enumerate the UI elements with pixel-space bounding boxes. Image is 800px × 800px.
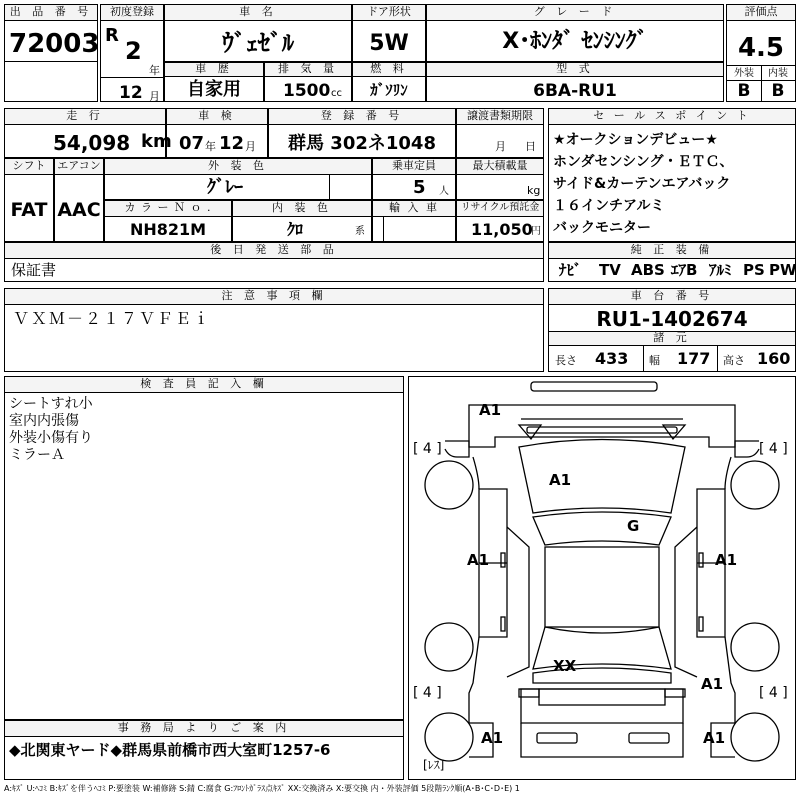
first-reg-label: 初度登録 — [101, 5, 163, 21]
office-value: ◆北関東ヤード◆群馬県前橋市西大室町1257-6 — [9, 741, 331, 759]
equipment-cell — [548, 242, 796, 282]
grade-label: グ レ ー ド — [427, 5, 723, 21]
color-no-value: NH821M — [129, 220, 207, 239]
score-int-value: B — [771, 81, 785, 101]
door-label: ドア形状 — [353, 5, 425, 21]
specs-width-value: 177 — [677, 349, 711, 368]
inspection-label: 車 検 — [167, 109, 267, 125]
capacity-value: 5 — [413, 177, 426, 198]
sales-point-line: ホンダセンシング・ＥＴＣ、 — [553, 154, 734, 170]
import-label: 輸 入 車 — [373, 201, 455, 217]
damage-mark: A1 — [715, 551, 738, 569]
inspector-line: 外装小傷有り — [9, 430, 93, 446]
delivery-parts-cell — [4, 242, 544, 282]
specs-label: 諸 元 — [549, 331, 795, 346]
first-reg-year-unit: 年 — [149, 64, 160, 77]
inspector-cell — [4, 376, 404, 720]
office-cell — [4, 720, 404, 780]
car-name-cell — [164, 4, 352, 62]
car-name-value: ｳﾞｪｾﾞﾙ — [222, 29, 294, 57]
inspection-month: 12 — [219, 133, 245, 154]
damage-mark: G — [627, 517, 640, 535]
mileage-cell — [4, 108, 172, 158]
inspector-line: シートすれ小 — [9, 396, 93, 412]
displacement-cell — [264, 62, 352, 102]
capacity-cell — [372, 158, 456, 200]
score-ext-label: 外装 — [734, 68, 754, 79]
chassis-cell — [548, 288, 796, 372]
model-label: 型 式 — [427, 63, 723, 77]
specs-length-label: 長さ — [555, 354, 577, 367]
delivery-parts-value: 保証書 — [11, 261, 57, 279]
damage-mark: A1 — [481, 729, 504, 747]
inspector-label: 検 査 員 記 入 欄 — [5, 377, 403, 393]
listing-no-value: 72003 — [9, 29, 100, 59]
equipment-item: ｴｱB — [671, 261, 698, 279]
recycle-unit: 円 — [531, 226, 541, 237]
specs-height-value: 160 — [757, 349, 791, 368]
sales-point-line: ★オークションデビュー★ — [553, 132, 718, 148]
equipment-item: PW — [769, 261, 797, 279]
recycle-label: リサイクル預託金 — [457, 201, 543, 217]
color-no-cell — [104, 200, 232, 242]
first-reg-month: 12 — [119, 83, 143, 103]
equipment-item: ｱﾙﾐ — [709, 261, 732, 279]
equipment-item: ﾅﾋﾞ — [559, 261, 582, 279]
transfer-month-unit: 月 — [495, 140, 506, 153]
displacement-value: 1500 — [283, 81, 331, 101]
capacity-unit: 人 — [439, 186, 449, 197]
damage-mark: A1 — [703, 729, 726, 747]
equipment-item: ABS — [631, 261, 665, 279]
sales-points-cell — [548, 108, 796, 242]
shift-label: シフト — [5, 159, 53, 175]
sales-point-line: サイド&カーテンエアバック — [553, 176, 731, 192]
delivery-parts-label: 後 日 発 送 部 品 — [5, 243, 543, 259]
damage-mark: XX — [553, 657, 577, 675]
max-load-cell — [456, 158, 544, 200]
history-label: 車 歴 — [165, 63, 263, 77]
damage-diagram — [408, 376, 796, 780]
equipment-item: TV — [599, 261, 621, 279]
displacement-label: 排 気 量 — [265, 63, 351, 77]
ext-color-cell — [104, 158, 372, 200]
chassis-label: 車 台 番 号 — [549, 289, 795, 305]
shift-value: FAT — [10, 199, 48, 221]
model-value: 6BA-RU1 — [533, 81, 617, 101]
listing-no-label: 出 品 番 号 — [5, 5, 97, 21]
sales-points-label: セ ー ル ス ポ イ ン ト — [549, 109, 795, 125]
fuel-cell — [352, 62, 426, 102]
max-load-label: 最大積載量 — [457, 159, 543, 175]
ac-label: エアコン — [55, 159, 103, 175]
fuel-value: ｶﾞｿﾘﾝ — [370, 81, 408, 99]
int-color-label: 内 装 色 — [233, 201, 371, 217]
grade-cell — [426, 4, 724, 62]
sales-point-line: バックモニター — [553, 220, 651, 236]
displacement-unit: cc — [331, 88, 342, 99]
inspector-line: 室内内張傷 — [9, 413, 79, 429]
score-ext-value: B — [737, 81, 751, 101]
listing-no-cell — [4, 4, 98, 102]
score-value: 4.5 — [737, 33, 785, 63]
ext-color-label: 外 装 色 — [105, 159, 371, 175]
capacity-label: 乗車定員 — [373, 159, 455, 175]
plate-cell — [268, 108, 456, 158]
car-name-label: 車 名 — [165, 5, 351, 21]
history-value: 自家用 — [187, 79, 241, 100]
mileage-unit: km — [141, 131, 172, 152]
mileage-label: 走 行 — [5, 109, 165, 125]
chassis-value: RU1-1402674 — [596, 307, 748, 331]
equipment-item: PS — [743, 261, 765, 279]
int-color-cell — [232, 200, 372, 242]
score-label: 評価点 — [727, 5, 795, 21]
ac-cell — [54, 158, 104, 242]
history-cell — [164, 62, 264, 102]
sales-point-line: １６インチアルミ — [553, 198, 665, 214]
model-cell — [426, 62, 724, 102]
car-diagram-drawing — [409, 377, 795, 779]
damage-mark: A1 — [701, 675, 724, 693]
tread-depth-label: [ 4 ] — [759, 441, 788, 457]
mileage-value: 54,098 — [53, 131, 131, 155]
notes-cell — [4, 288, 544, 372]
tread-depth-label: [ 4 ] — [759, 685, 788, 701]
office-label: 事 務 局 よ り ご 案 内 — [5, 721, 403, 737]
first-reg-year: 2 — [125, 37, 142, 65]
recycle-cell — [456, 200, 544, 242]
plate-label: 登 録 番 号 — [269, 109, 455, 125]
specs-width-label: 幅 — [649, 354, 660, 367]
door-cell — [352, 4, 426, 62]
tread-depth-label: [ 4 ] — [413, 685, 442, 701]
inspection-month-unit: 月 — [245, 140, 256, 153]
door-value: 5W — [369, 31, 409, 56]
inspection-year-unit: 年 — [205, 140, 216, 153]
notes-value: ＶＸＭ－２１７ＶＦＥｉ — [13, 309, 212, 328]
grade-value: X･ﾎﾝﾀﾞ ｾﾝｼﾝｸﾞ — [502, 29, 648, 54]
score-cell — [726, 4, 796, 102]
import-cell — [372, 200, 456, 242]
first-reg-month-unit: 月 — [149, 90, 160, 103]
fuel-label: 燃 料 — [353, 63, 425, 77]
legend: A:ｷｽﾞ U:ﾍｺﾐ B:ｷｽﾞを伴うﾍｺﾐ P:要塗装 W:補修跡 S:錆 C:腐食 G:ﾌﾛﾝﾄｶﾞﾗｽ点ｷｽﾞ XX:交換済み X:要交換 内・外装評価 5段階ﾗﾝｸ順(A･B･C･D･E) 1 — [4, 784, 520, 793]
inspection-year: 07 — [179, 133, 205, 154]
damage-mark: A1 — [479, 401, 502, 419]
plate-value: 群馬 302ネ1048 — [288, 133, 436, 154]
transfer-label: 譲渡書類期限 — [457, 109, 543, 125]
specs-length-value: 433 — [595, 349, 629, 368]
transfer-cell — [456, 108, 544, 158]
inspection-cell — [166, 108, 268, 158]
score-int-label: 内装 — [768, 68, 788, 79]
inspector-line: ミラーＡ — [9, 447, 65, 463]
first-reg-era: R — [105, 25, 119, 46]
notes-label: 注 意 事 項 欄 — [5, 289, 543, 305]
spare-tire-label: [ﾚｽ] — [423, 758, 445, 772]
recycle-value: 11,050 — [471, 220, 533, 239]
shift-cell — [4, 158, 54, 242]
transfer-day-unit: 日 — [525, 140, 536, 153]
ext-color-value: ｸﾞﾚｰ — [207, 177, 243, 198]
damage-mark: A1 — [467, 551, 490, 569]
specs-height-label: 高さ — [723, 354, 745, 367]
max-load-unit: kg — [527, 184, 541, 197]
ac-value: AAC — [57, 199, 101, 221]
damage-mark: A1 — [549, 471, 572, 489]
first-reg-cell — [100, 4, 164, 102]
int-color-value: ｸﾛ — [287, 220, 304, 239]
tread-depth-label: [ 4 ] — [413, 441, 442, 457]
equipment-label: 純 正 装 備 — [549, 243, 795, 259]
int-color-unit: 系 — [355, 226, 365, 237]
color-no-label: カ ラ ー Ｎ ｏ . — [105, 201, 231, 217]
